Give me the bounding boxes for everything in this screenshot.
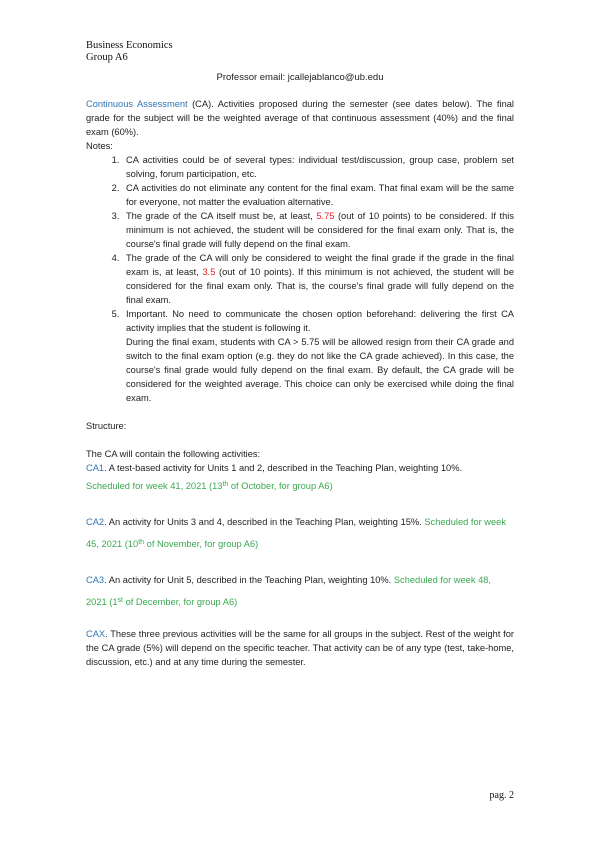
activity-schedule: Scheduled for week 41, 2021 (13th of October, for group A6) (86, 481, 333, 491)
ca-term: Continuous Assessment (86, 99, 188, 109)
notes-label: Notes: (86, 141, 113, 151)
activity-cax: CAX. These three previous activities will be the same for all groups in the subject. Rest of the weight for the CA grade (5%) will depend on the specific teacher. That activity can be of any type (test, take-home, discussion, etc.) and at any time during the semester. (86, 629, 514, 667)
activity-ca1: CA1. A test-based activity for Units 1 and 2, described in the Teaching Plan, weighting 10%. Scheduled for week 41, 2021 (13th of October, for group A6) (86, 463, 463, 491)
activity-code: CA2 (86, 517, 105, 527)
note-item: 4. The grade of the CA will only be considered to weight the final grade if the grade in the final exam is, at least, 3.5 (out of 10 points). If this minimum is not achieved, the student will be considered for the final exam only. That is, the course's final grade will fully depend on the final exam. (122, 251, 514, 307)
note-item: 2. CA activities do not eliminate any content for the final exam. That final exam will be the same for everyone, not matter the evaluation alternative. (122, 181, 514, 209)
activity-ca2: CA2. An activity for Units 3 and 4, described in the Teaching Plan, weighting 15%. Scheduled for week 45, 2021 (10th of November, for group A6) (86, 517, 507, 549)
group-name: Group A6 (86, 52, 128, 63)
page-number: pag. 2 (489, 790, 514, 801)
ca-min-threshold: 5.75 (316, 211, 335, 221)
activity-code: CA3 (86, 575, 105, 585)
note-item: 3. The grade of the CA itself must be, at least, 5.75 (out of 10 points) to be considered. If this minimum is not achieved, the student will be considered for the final exam only. That is, the course's final grade will fully depend on the final exam. (122, 209, 514, 251)
course-name: Business Economics (86, 40, 173, 51)
intro-paragraph (86, 97, 514, 139)
note-item: 5. Important. No need to communicate the chosen option beforehand: delivering the first CA activity implies that the student is following it. During the final exam, students with CA > 5.75 will be allowed resign from their CA grade and switch to the final exam option (e.g. they do not like the CA grade achieved). In this case, the course's final grade would fully depend on the final exam. By default, the CA grade will be considered for the weighted average. This choice can only be exercised while doing the final exam. (122, 307, 514, 405)
notes-list (86, 153, 514, 405)
activity-code: CA1 (86, 463, 105, 473)
document-body (86, 97, 514, 669)
structure-label: Structure: (86, 421, 127, 431)
activity-schedule: Scheduled for week 45, 2021 (10th of November, for group A6) (86, 517, 507, 549)
exam-min-threshold: 3.5 (202, 267, 216, 277)
professor-email: Professor email: jcallejablanco@ub.edu (216, 72, 384, 83)
activity-ca3: CA3. An activity for Unit 5, described in the Teaching Plan, weighting 10%. Scheduled for week 48, 2021 (1st of December, for group A6) (86, 575, 492, 607)
activities-intro: The CA will contain the following activities: (86, 449, 261, 459)
activity-code: CAX (86, 629, 106, 639)
intro-text: (CA). Activities proposed during the semester (see dates below). The final grade for the subject will be the weighted average of that continuous assessment (40%) and the final exam (60%). (86, 99, 514, 137)
page-header (86, 40, 173, 64)
activity-schedule: Scheduled for week 48, 2021 (1st of December, for group A6) (86, 575, 492, 607)
note-item: 1. CA activities could be of several types: individual test/discussion, group case, problem set solving, forum participation, etc. (122, 153, 514, 181)
